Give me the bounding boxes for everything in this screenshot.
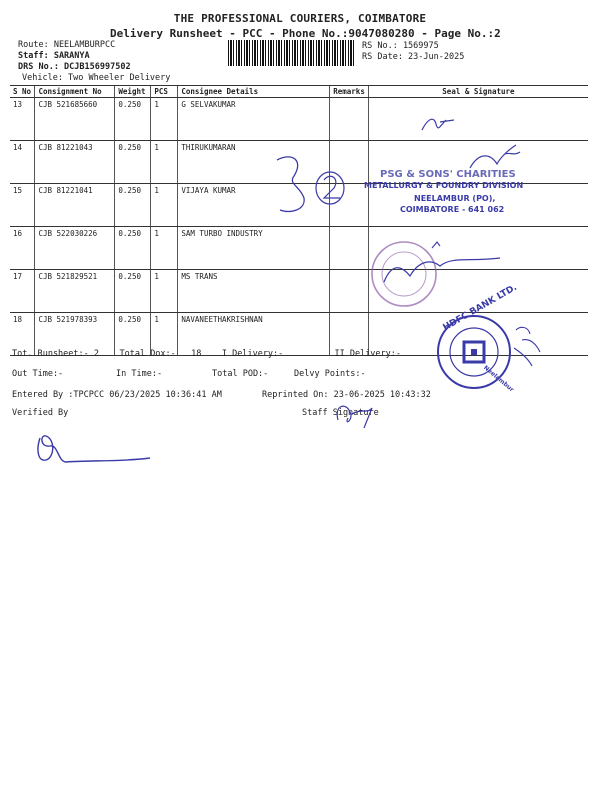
psg-stamp-line2: METALLURGY & FOUNDRY DIVISION — [364, 181, 524, 190]
vehicle-label: Vehicle: Two Wheeler Delivery — [22, 73, 171, 83]
rs-date: RS Date: 23-Jun-2025 — [362, 52, 465, 62]
runsheet-table — [10, 85, 588, 356]
ii-delivery: II Delivery:- — [334, 349, 402, 359]
cell-consignment: CJB 521685660 — [35, 98, 115, 141]
total-dox-label: Total Dox:- — [119, 349, 176, 359]
col-pcs: PCS — [151, 86, 178, 98]
bank-stamp-branch: Neelambur — [482, 364, 515, 394]
col-weight: Weight — [115, 86, 151, 98]
company-title: THE PROFESSIONAL COURIERS, COIMBATORE — [173, 12, 427, 25]
cell-consignee: NAVANEETHAKRISHNAN — [178, 313, 330, 356]
cell-sno: 13 — [10, 98, 35, 141]
cell-pcs: 1 — [151, 141, 178, 184]
cell-pcs: 1 — [151, 184, 178, 227]
totals-line — [12, 349, 401, 359]
cell-sno: 14 — [10, 141, 35, 184]
psg-stamp-line1: PSG & SONS' CHARITIES — [380, 169, 516, 180]
cell-remarks — [330, 270, 369, 313]
col-consignee: Consignee Details — [178, 86, 330, 98]
psg-stamp-line4: COIMBATORE - 641 062 — [400, 205, 505, 214]
total-pod: Total POD:- — [212, 369, 269, 379]
cell-sno: 17 — [10, 270, 35, 313]
cell-consignee: VIJAYA KUMAR — [178, 184, 330, 227]
table-row — [10, 184, 588, 227]
cell-remarks — [330, 227, 369, 270]
bank-stamp-name: HDFC BANK LTD. — [441, 282, 519, 334]
in-time: In Time:- — [116, 369, 163, 379]
table-row — [10, 141, 588, 184]
cell-sno: 15 — [10, 184, 35, 227]
cell-signature — [368, 313, 588, 356]
cell-consignment: CJB 81221043 — [35, 141, 115, 184]
route-label: Route: NEELAMBURPCC — [18, 40, 116, 50]
table-header-row — [10, 86, 588, 98]
cell-consignment: CJB 521978393 — [35, 313, 115, 356]
cell-consignee: MS TRANS — [178, 270, 330, 313]
staff-signature-label: Staff Signature — [302, 408, 379, 418]
cell-consignment: CJB 81221041 — [35, 184, 115, 227]
cell-pcs: 1 — [151, 98, 178, 141]
cell-consignment: CJB 522030226 — [35, 227, 115, 270]
psg-stamp-line3: NEELAMBUR (PO), — [414, 194, 496, 203]
reprinted-on: Reprinted On: 23-06-2025 10:43:32 — [262, 390, 431, 400]
col-seal-signature: Seal & Signature — [368, 86, 588, 98]
cell-signature — [368, 184, 588, 227]
cell-consignee: THIRUKUMARAN — [178, 141, 330, 184]
cell-signature — [368, 227, 588, 270]
cell-weight: 0.250 — [115, 141, 151, 184]
table-row — [10, 270, 588, 313]
col-sno: S No — [10, 86, 35, 98]
drs-number: DRS No.: DCJB156997502 — [18, 62, 131, 72]
table-row — [10, 227, 588, 270]
verified-by: Verified By — [12, 408, 69, 418]
cell-signature — [368, 270, 588, 313]
cell-weight: 0.250 — [115, 184, 151, 227]
out-time: Out Time:- — [12, 369, 64, 379]
cell-remarks — [330, 98, 369, 141]
tot-runsheet: Tot. Runsheet:- 2 — [12, 349, 99, 359]
runsheet-subtitle: Delivery Runsheet - PCC - Phone No.:9047080280 - Page No.:2 — [110, 27, 501, 40]
cell-consignment: CJB 521829521 — [35, 270, 115, 313]
cell-pcs: 1 — [151, 270, 178, 313]
cell-signature — [368, 98, 588, 141]
cell-remarks — [330, 184, 369, 227]
cell-consignee: G SELVAKUMAR — [178, 98, 330, 141]
cell-weight: 0.250 — [115, 227, 151, 270]
cell-sno: 18 — [10, 313, 35, 356]
cell-sno: 16 — [10, 227, 35, 270]
barcode — [228, 40, 356, 66]
cell-weight: 0.250 — [115, 98, 151, 141]
entered-by: Entered By :TPCPCC 06/23/2025 10:36:41 AM — [12, 390, 222, 400]
i-delivery: I Delivery:- — [221, 349, 284, 359]
col-consignment: Consignment No — [35, 86, 115, 98]
total-dox-value: 18 — [191, 349, 202, 359]
cell-signature — [368, 141, 588, 184]
cell-remarks — [330, 141, 369, 184]
cell-pcs: 1 — [151, 227, 178, 270]
col-remarks: Remarks — [330, 86, 369, 98]
rs-number: RS No.: 1569975 — [362, 41, 439, 51]
verified-signature — [38, 436, 150, 462]
staff-label: Staff: SARANYA — [18, 51, 90, 61]
cell-pcs: 1 — [151, 313, 178, 356]
cell-consignee: SAM TURBO INDUSTRY — [178, 227, 330, 270]
cell-weight: 0.250 — [115, 313, 151, 356]
table-row — [10, 98, 588, 141]
delvy-points: Delvy Points:- — [294, 369, 366, 379]
cell-weight: 0.250 — [115, 270, 151, 313]
